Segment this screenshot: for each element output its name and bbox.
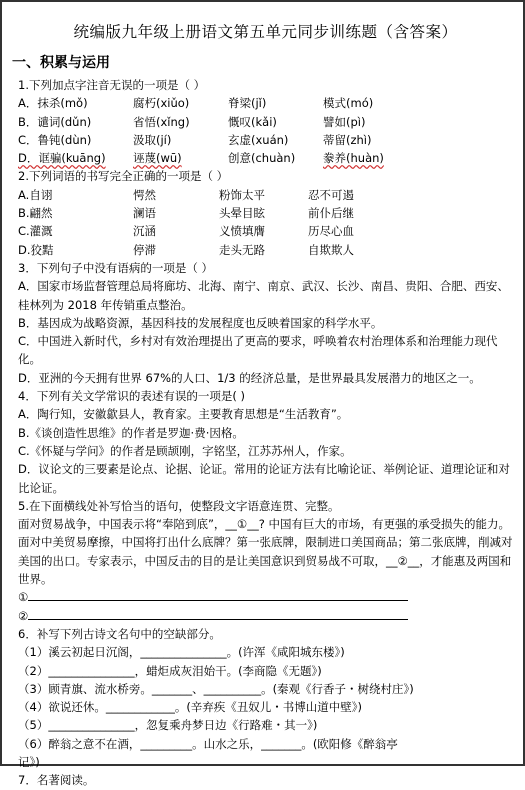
option-word: 澜语 — [133, 206, 156, 221]
question-5 — [18, 497, 513, 625]
option-word: 忍不可遏 — [308, 187, 354, 202]
option-row-d — [18, 149, 513, 167]
option-a: A．国家市场监督管理总局将廊坊、北海、南宁、南京、武汉、长沙、南昌、贵阳、合肥、西安、桂林列为 2018 年传销重点整治。 — [18, 279, 509, 312]
option-word: 前仆后继 — [308, 206, 354, 221]
question-stem: 1.下列加点字注音无误的一项是（ ） — [18, 78, 206, 92]
fill-line-5: （5）_______________，忽复乘舟梦日边《行路难・其一》) — [18, 718, 318, 733]
option-word: 豢养(huàn) — [323, 151, 384, 166]
question-3 — [18, 259, 513, 387]
document-title: 统编版九年级上册语文第五单元同步训练题（含答案） — [73, 23, 458, 41]
option-row-b — [18, 204, 513, 222]
option-word: 历尽心血 — [308, 224, 354, 239]
option-word: 省悟(xǐng) — [133, 114, 190, 129]
option-word: 粉饰太平 — [219, 187, 265, 202]
question-7: 7．名著阅读。 — [18, 773, 95, 788]
underline — [28, 589, 408, 601]
option-b: B．基因成为战略资源，基因科技的发展程度也反映着国家的科学水平。 — [18, 315, 383, 330]
fill-line-3: （3）顾青旗、流水桥旁。_______、__________。(秦观《行香子・树绕村庄》) — [18, 681, 414, 696]
option-word: 汲取(jí) — [133, 132, 172, 147]
option-word: D.狡黠 — [18, 242, 54, 257]
option-word: 譬如(pì) — [323, 114, 366, 129]
answer-line-2 — [18, 607, 513, 625]
option-word: 义愤填膺 — [219, 224, 265, 239]
option-c: C．中国进入新时代，乡村对有效治理提出了更高的要求，呼唤着农村治理体系和治理能力现代化。 — [18, 334, 498, 367]
option-word: C．鲁钝(dùn) — [18, 132, 92, 147]
question-4 — [18, 387, 513, 497]
option-word: 诬蔑(wū) — [133, 151, 182, 166]
option-b: B.《谈创造性思维》的作者是罗迦·费·因格。 — [18, 425, 244, 440]
question-2 — [18, 167, 513, 258]
option-word: 蒂留(zhì) — [323, 132, 372, 147]
option-row-c — [18, 131, 513, 149]
option-word: A.自诩 — [18, 187, 53, 202]
option-word: 脊梁(jǐ) — [228, 96, 267, 111]
question-stem: 5.在下面横线处补写恰当的语句，使整段文字语意连贯、完整。 — [18, 498, 340, 513]
question-stem: 2.下列词语的书写完全正确的一项是（ ） — [18, 169, 229, 184]
option-word: D．诓骗(kuāng) — [18, 151, 106, 166]
option-word: B.翩然 — [18, 206, 53, 221]
blank-number: ② — [18, 608, 29, 623]
option-c: C.《怀疑与学问》的作者是顾颉刚，字铭坚，江苏苏州人，作家。 — [18, 443, 352, 458]
fill-line-6: （6）醉翁之意不在酒，_________。山水之乐，_______。(欧阳修《醉翁亭 — [18, 736, 398, 751]
option-d: D．议论文的三要素是论点、论据、论证。常用的论证方法有比喻论证、举例论证、道理论证和对比论证。 — [18, 462, 510, 495]
question-stem: 4．下列有关文学常识的表述有误的一项是( ) — [18, 389, 245, 404]
question-stem: 3．下列句子中没有语病的一项是（ ） — [18, 260, 213, 275]
question-1 — [18, 76, 513, 167]
option-word: 创意(chuàn) — [228, 151, 296, 166]
underline — [28, 608, 408, 620]
section-heading: 一、积累与运用 — [12, 55, 110, 71]
fill-line-1: （1）溪云初起日沉阁，_______________。(许浑《咸阳城东楼》) — [18, 645, 345, 660]
option-row-b — [18, 113, 513, 131]
option-word: 沉涵 — [133, 224, 156, 239]
option-word: 腐朽(xiǔo) — [133, 96, 190, 111]
answer-line-1 — [18, 588, 513, 606]
blank-number: ① — [18, 590, 29, 605]
option-d: D．亚洲的今天拥有世界 67%的人口、1/3 的经济总量，是世界最具发展潜力的地区之一。 — [18, 370, 481, 385]
option-row-d — [18, 241, 513, 259]
option-word: 玄虚(xuán) — [228, 132, 289, 147]
option-word: 自欺欺人 — [308, 242, 354, 257]
option-row-c — [18, 222, 513, 240]
option-word: 头晕目眩 — [219, 206, 265, 221]
question-stem: 6．补写下列古诗文名句中的空缺部分。 — [18, 626, 221, 641]
option-word: 模式(mó) — [323, 96, 374, 111]
option-word: 停滞 — [133, 242, 156, 257]
option-word: A．抹杀(mǒ) — [18, 96, 88, 111]
option-row-a — [18, 186, 513, 204]
passage: 面对贸易战争，中国表示将“奉陪到底”，__①__? 中国有巨大的市场，有更强的承受损失的能力。面对中美贸易摩擦，中国将打出什么底牌？第一张底牌，限制进口美国商品；第二张底牌，削减对美国的出口。专家表示，中国反击的目的是让美国意识到贸易战不可取，__②__，才能惠及两国和世界。 — [18, 517, 513, 587]
question-6 — [18, 625, 513, 771]
fill-line-6-cont: 记》) — [18, 754, 40, 769]
option-word: 愕然 — [133, 187, 156, 202]
option-a: A．陶行知，安徽歙县人，教育家。主要教育思想是“生活教育”。 — [18, 407, 349, 422]
option-row-a — [18, 94, 513, 112]
fill-line-4: （4）欲说还休。____________。(辛弃疾《丑奴儿・书博山道中壁》) — [18, 700, 363, 715]
document-body — [12, 8, 513, 790]
option-word: C.灌溉 — [18, 224, 53, 239]
option-word: 走头无路 — [219, 242, 265, 257]
option-word: 慨叹(kǎi) — [228, 114, 277, 129]
option-word: B．谴词(dǔn) — [18, 114, 92, 129]
fill-line-2: （2）_______________，蜡炬成灰泪始干。(李商隐《无题》) — [18, 663, 322, 678]
